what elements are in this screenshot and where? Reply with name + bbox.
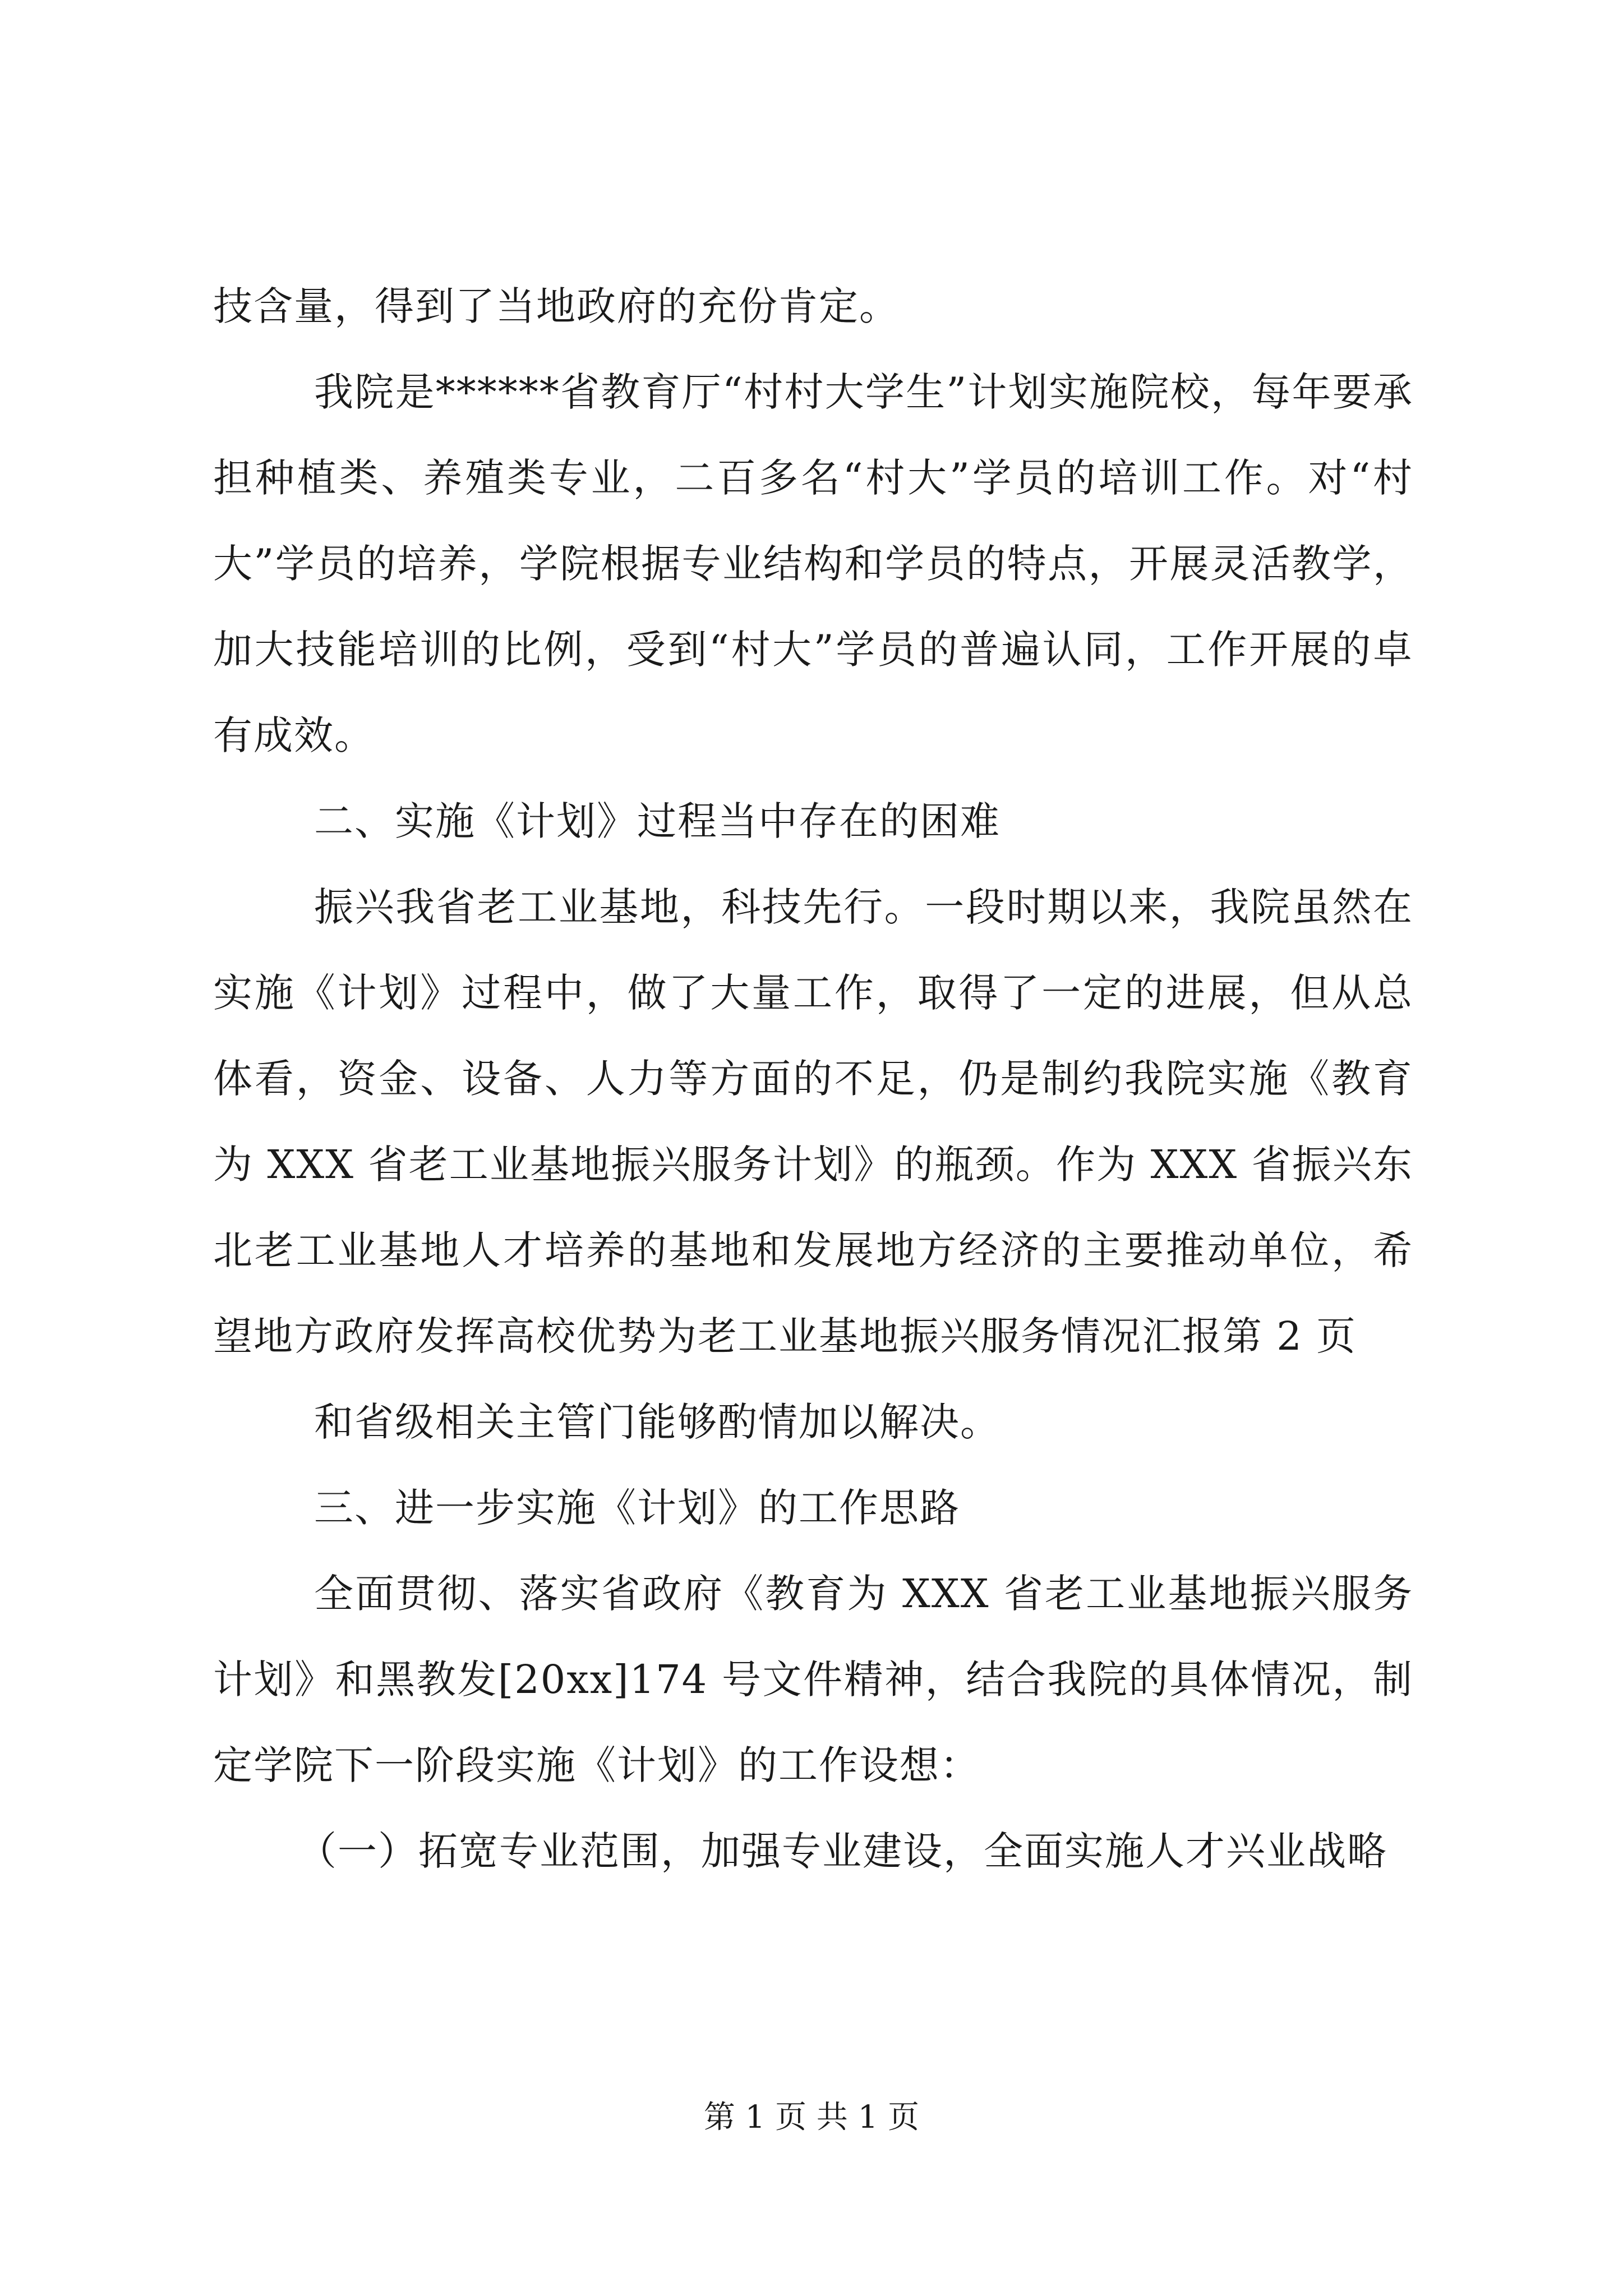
paragraph-resolution: 和省级相关主管门能够酌情加以解决。 xyxy=(314,1399,1000,1445)
section-heading-difficulties: 二、实施《计划》过程当中存在的困难 xyxy=(314,798,1000,844)
subsection-heading-majors: （一）拓宽专业范围，加强专业建设，全面实施人才兴业战略 xyxy=(297,1828,1387,1874)
paragraph-continuation: 技含量，得到了当地政府的充份肯定。 xyxy=(213,283,900,329)
page-footer: 第 1 页 共 1 页 xyxy=(703,2099,920,2136)
section-heading-work-ideas: 三、进一步实施《计划》的工作思路 xyxy=(314,1485,960,1531)
paragraph-difficulties: 振兴我省老工业基地，科技先行。一段时期以来，我院虽然在实施《计划》过程中，做了大量工作，取得了一定的进展，但从总体看，资金、设备、人力等方面的不足，仍是制约我院实施《教育为 XXX 省老工业基地振兴服务计划》的瓶颈。作为 XXX 省振兴东北老工业基地人才培养的基地和发展地方经济的主要推动单位，希望地方政府发挥高校优势为老工业基地振兴服务情况汇报第 2 页 xyxy=(213,884,1413,1359)
paragraph-work-ideas: 全面贯彻、落实省政府《教育为 XXX 省老工业基地振兴服务计划》和黑教发[20xx]174 号文件精神，结合我院的具体情况，制定学院下一阶段实施《计划》的工作设想： xyxy=(213,1571,1413,1788)
paragraph-village-students: 我院是******省教育厅“村村大学生”计划实施院校，每年要承担种植类、养殖类专业，二百多名“村大”学员的培训工作。对“村大”学员的培养，学院根据专业结构和学员的特点，开展灵活教学，加大技能培训的比例，受到“村大”学员的普遍认同，工作开展的卓有成效。 xyxy=(213,369,1413,758)
document-body xyxy=(213,264,1413,1894)
